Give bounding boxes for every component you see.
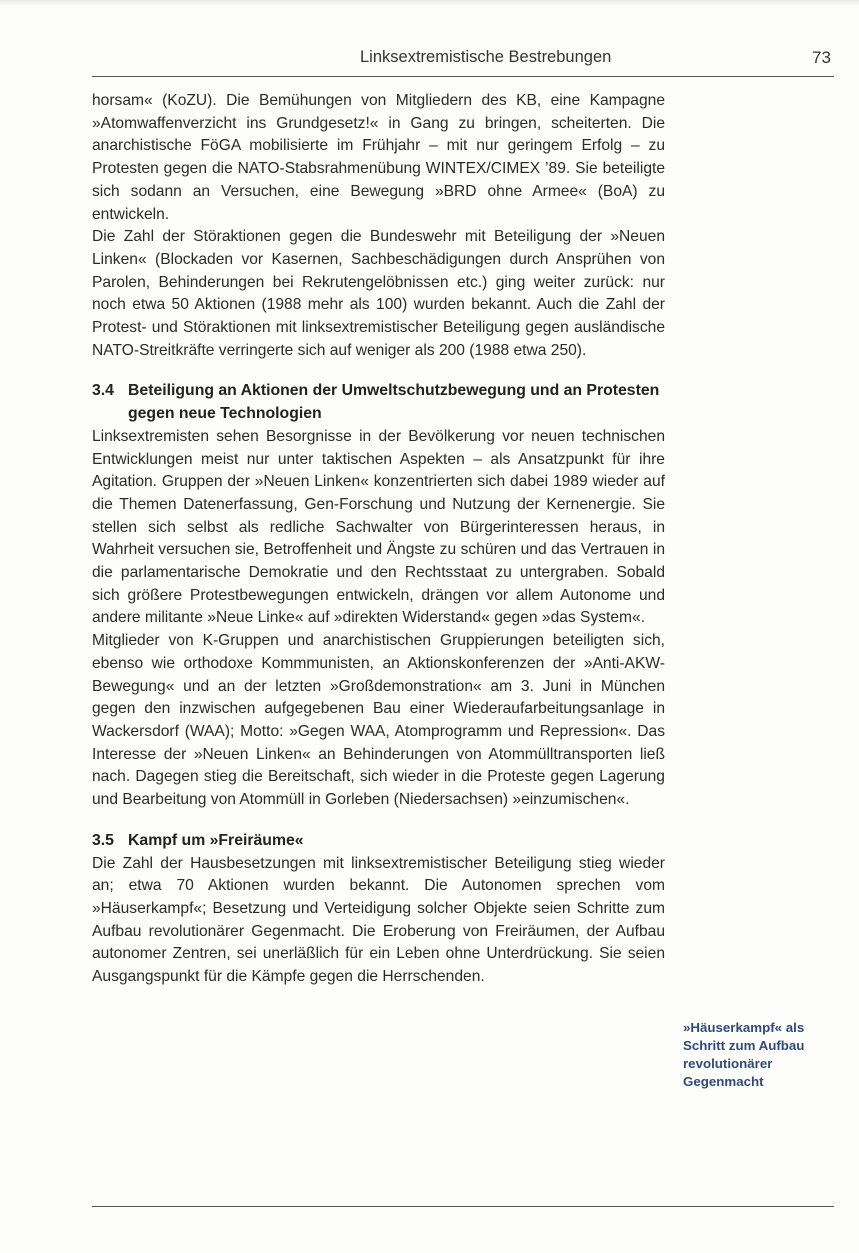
- margin-note: »Häuserkampf« als Schritt zum Aufbau revolutionärer Gegenmacht: [683, 1020, 805, 1089]
- paragraph-linksextremisten: Linksextremisten sehen Besorgnisse in der Bevölkerung vor neuen technischen Entwicklungen meist nur unter taktischen Aspekten – als Ansatzpunkt für ihre Agitation. Gruppen der »Neuen Linken« konzentrierten sich dabei 1989 wieder auf die Themen Datenerfassung, Gen-Forschung und Nutzung der Kernenergie. Sie stellen sich selbst als redliche Sachwalter von Bürgerinteressen heraus, in Wahrheit versuchen sie, Betroffenheit und Ängste zu schüren und das Vertrauen in die parlamentarische Demokratie und den Rechtsstaat zu untergraben. Sobald sich größere Protestbewegungen entwickeln, drängen vor allem Autonome und andere militante »Neue Linke« auf »direkten Widerstand« gegen »das System«.: [92, 427, 665, 627]
- footer-rule: [92, 1206, 834, 1207]
- scan-edge-shadow: [0, 0, 859, 6]
- paragraph-hausbesetzungen: Die Zahl der Hausbesetzungen mit linksextremistischer Beteiligung stieg wieder an; etwa 70 Aktionen wurden bekannt. Die Autonomen sprechen vom »Häuserkampf«; Besetzung und Verteidigung solcher Objekte seien Schritte zum Aufbau revolutionärer Gegenmacht. Die Eroberung von Freiräumen, der Aufbau autonomer Zentren, sei unerläßlich für ein Leben ohne Unterdrückung. Sie seien Ausgangspunkt für die Kämpfe gegen die Herrschenden.: [92, 854, 665, 986]
- running-title: Linksextremistische Bestrebungen: [360, 48, 612, 66]
- paragraph-continued: horsam« (KoZU). Die Bemühungen von Mitgliedern des KB, eine Kampagne »Atomwaffenverzicht ins Grundgesetz!« in Gang zu bringen, scheiterten. Die anarchistische FöGA mobilisierte im Frühjahr – mit nur geringem Erfolg – zu Protesten gegen die NATO-Stabsrahmenübung WINTEX/CIMEX ’89. Sie beteiligte sich sodann an Versuchen, eine Bewegung »BRD ohne Armee« (BoA) zu entwickeln.: [92, 92, 665, 223]
- page-number: 73: [812, 48, 831, 67]
- main-text-column: [92, 90, 665, 989]
- paragraph-mitglieder: Mitglieder von K-Gruppen und anarchistischen Gruppierungen beteiligten sich, ebenso wie orthodoxe Kommmunisten, an Aktionskonferenzen der »Anti-AKW-Bewegung« und an der letzten »Großdemonstration« am 3. Juni in München gegen den inzwischen aufgegebenen Bau einer Wiederaufarbeitungsanlage in Wackersdorf (WAA); Motto: »Gegen WAA, Atomprogramm und Repression«. Das Interesse der »Neuen Linken« an Behinderungen von Atommülltransporten ließ nach. Dagegen stieg die Bereitschaft, sich wieder in die Proteste gegen Lagerung und Bearbeitung von Atommüll in Gorleben (Niedersachsen) »einzumischen«.: [92, 632, 665, 809]
- section-number: 3.5: [92, 831, 114, 849]
- header-rule: [92, 76, 834, 77]
- section-heading-3-4: [92, 380, 665, 425]
- section-3-5: [92, 830, 665, 989]
- section-number: 3.4: [92, 382, 114, 400]
- paragraph-stoeraktionen: Die Zahl der Störaktionen gegen die Bundeswehr mit Beteiligung der »Neuen Linken« (Blockaden vor Kasernen, Sachbeschädigungen durch Ansprühen von Parolen, Behinderungen bei Rekrutengelöbnissen etc.) ging weiter zurück: nur noch etwa 50 Aktionen (1988 mehr als 100) wurden bekannt. Auch die Zahl der Protest- und Störaktionen mit linksextremistischer Beteiligung gegen ausländische NATO-Streitkräfte verringerte sich auf weniger als 200 (1988 etwa 250).: [92, 228, 665, 359]
- section-heading-3-5: [92, 830, 665, 853]
- section-3-4: [92, 380, 665, 811]
- section-title: Beteiligung an Aktionen der Umweltschutzbewegung und an Protesten gegen neue Technologien: [128, 382, 660, 423]
- section-title: Kampf um »Freiräume«: [128, 831, 304, 849]
